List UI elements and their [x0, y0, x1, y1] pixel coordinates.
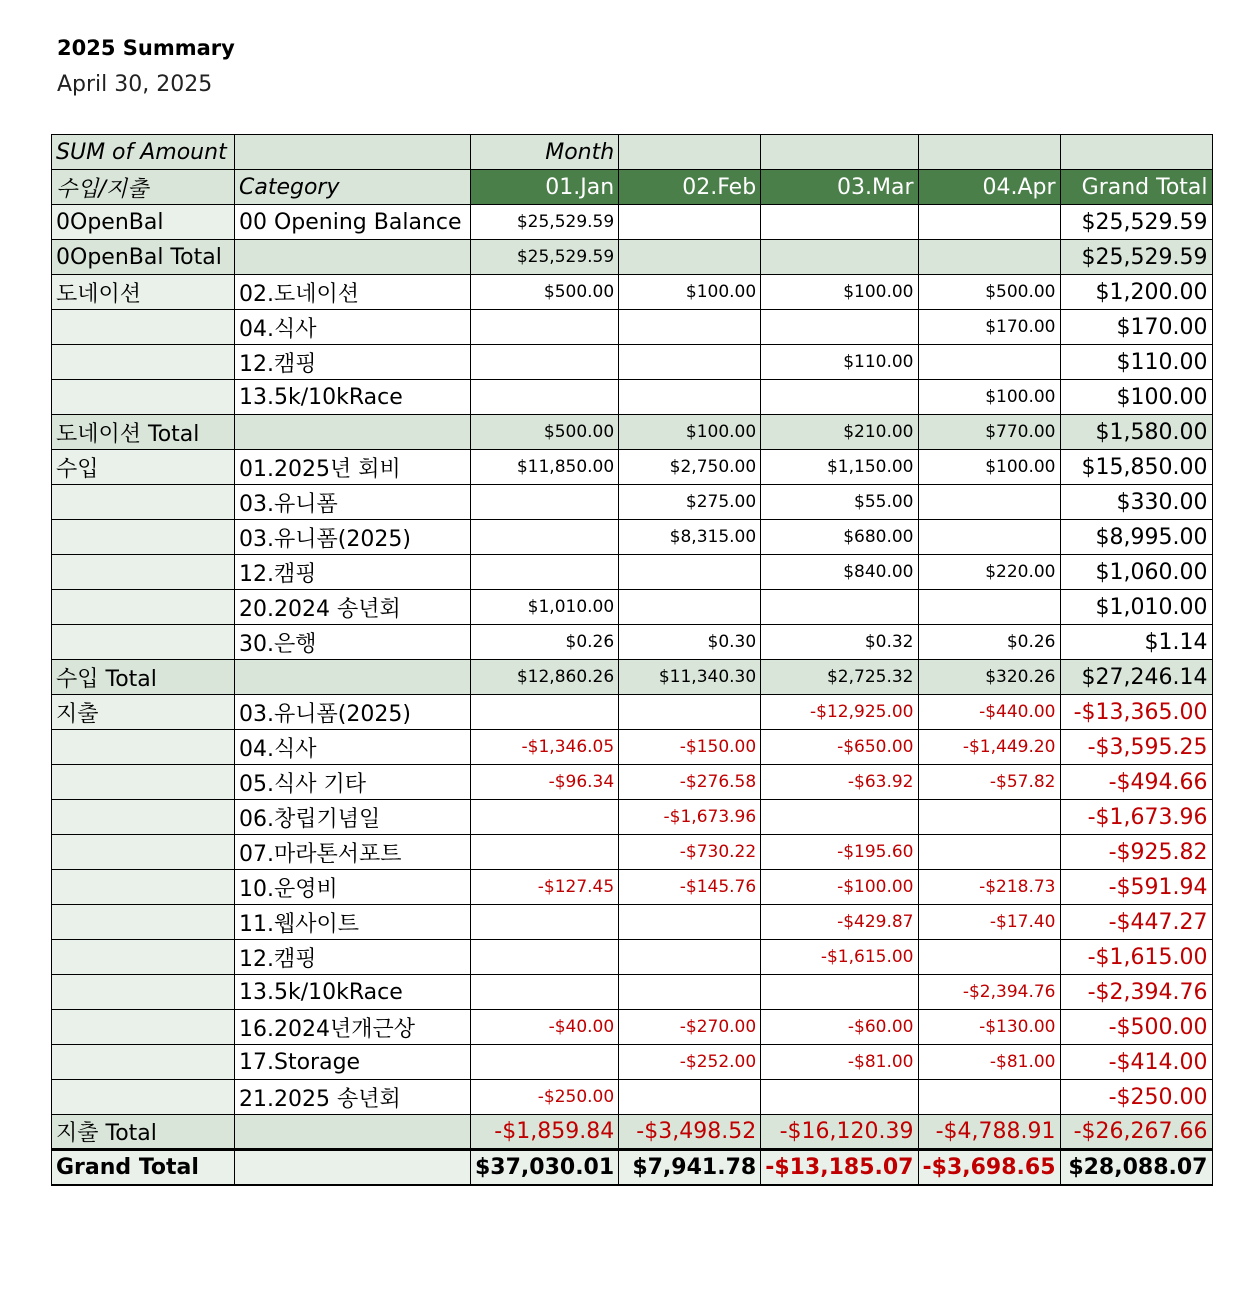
value-cell-mar: $680.00 — [761, 520, 918, 555]
value-cell-feb: -$150.00 — [619, 730, 761, 765]
value-cell-apr: $320.26 — [918, 660, 1060, 695]
month-header-feb: 02.Feb — [619, 170, 761, 205]
row-total-cell: -$3,595.25 — [1060, 730, 1212, 765]
group-cell: Grand Total — [52, 1150, 235, 1185]
table-row — [52, 870, 1213, 905]
value-cell-apr: -$218.73 — [918, 870, 1060, 905]
row-total-cell: $1,200.00 — [1060, 275, 1212, 310]
group-cell — [52, 975, 235, 1010]
category-cell: 04.식사 — [235, 730, 471, 765]
value-cell-apr — [918, 835, 1060, 870]
value-cell-apr — [918, 520, 1060, 555]
row-total-cell: -$1,615.00 — [1060, 940, 1212, 975]
value-cell-jan — [471, 380, 619, 415]
value-cell-jan: -$40.00 — [471, 1010, 619, 1045]
value-cell-feb: $2,750.00 — [619, 450, 761, 485]
table-row — [52, 835, 1213, 870]
group-cell — [52, 380, 235, 415]
row-total-cell: $28,088.07 — [1060, 1150, 1212, 1185]
value-cell-feb: $275.00 — [619, 485, 761, 520]
category-cell: 12.캠핑 — [235, 555, 471, 590]
value-cell-feb: $100.00 — [619, 275, 761, 310]
table-row — [52, 590, 1213, 625]
table-row — [52, 695, 1213, 730]
value-cell-feb — [619, 205, 761, 240]
value-cell-jan — [471, 485, 619, 520]
value-cell-feb: -$730.22 — [619, 835, 761, 870]
table-row — [52, 975, 1213, 1010]
value-cell-mar: $840.00 — [761, 555, 918, 590]
row-total-cell: -$500.00 — [1060, 1010, 1212, 1045]
value-cell-jan: $12,860.26 — [471, 660, 619, 695]
value-cell-feb — [619, 345, 761, 380]
value-cell-mar — [761, 310, 918, 345]
group-cell — [52, 730, 235, 765]
row-total-cell: -$13,365.00 — [1060, 695, 1212, 730]
category-cell: 07.마라톤서포트 — [235, 835, 471, 870]
table-row — [52, 310, 1213, 345]
value-cell-feb: $7,941.78 — [619, 1150, 761, 1185]
value-cell-jan: -$250.00 — [471, 1080, 619, 1115]
group-cell — [52, 765, 235, 800]
table-row — [52, 905, 1213, 940]
category-cell: 12.캠핑 — [235, 345, 471, 380]
value-cell-jan: $500.00 — [471, 415, 619, 450]
value-cell-feb — [619, 905, 761, 940]
value-cell-apr: -$3,698.65 — [918, 1150, 1060, 1185]
pivot-table — [51, 134, 1213, 1186]
group-cell — [52, 1010, 235, 1045]
value-cell-jan: $1,010.00 — [471, 590, 619, 625]
value-cell-feb — [619, 240, 761, 275]
category-cell: 13.5k/10kRace — [235, 975, 471, 1010]
month-header-apr: 04.Apr — [918, 170, 1060, 205]
subtotal-row — [52, 240, 1213, 275]
row-total-cell: -$494.66 — [1060, 765, 1212, 800]
category-cell: 11.웹사이트 — [235, 905, 471, 940]
value-cell-mar: $55.00 — [761, 485, 918, 520]
row-total-cell: $1,060.00 — [1060, 555, 1212, 590]
value-cell-feb — [619, 380, 761, 415]
header-blank — [235, 135, 471, 170]
value-cell-mar: $0.32 — [761, 625, 918, 660]
value-cell-feb: -$252.00 — [619, 1045, 761, 1080]
value-cell-feb: -$1,673.96 — [619, 800, 761, 835]
category-cell: 16.2024년개근상 — [235, 1010, 471, 1045]
value-cell-apr: -$57.82 — [918, 765, 1060, 800]
value-cell-mar: -$429.87 — [761, 905, 918, 940]
category-cell: 12.캠핑 — [235, 940, 471, 975]
category-cell: 00 Opening Balance — [235, 205, 471, 240]
table-row — [52, 765, 1213, 800]
value-cell-mar — [761, 205, 918, 240]
value-cell-mar: -$60.00 — [761, 1010, 918, 1045]
category-cell: 30.은행 — [235, 625, 471, 660]
row-total-cell: $170.00 — [1060, 310, 1212, 345]
value-cell-jan: $25,529.59 — [471, 240, 619, 275]
row-total-cell: -$414.00 — [1060, 1045, 1212, 1080]
table-row — [52, 205, 1213, 240]
value-cell-jan: $25,529.59 — [471, 205, 619, 240]
value-cell-jan — [471, 310, 619, 345]
category-cell — [235, 415, 471, 450]
value-cell-apr: $770.00 — [918, 415, 1060, 450]
value-cell-feb: $0.30 — [619, 625, 761, 660]
value-cell-jan — [471, 555, 619, 590]
value-cell-jan — [471, 835, 619, 870]
row-total-cell: -$26,267.66 — [1060, 1115, 1212, 1150]
value-cell-feb: $11,340.30 — [619, 660, 761, 695]
value-cell-apr: -$81.00 — [918, 1045, 1060, 1080]
group-cell — [52, 905, 235, 940]
value-cell-apr: $0.26 — [918, 625, 1060, 660]
value-cell-mar: -$13,185.07 — [761, 1150, 918, 1185]
category-cell: 03.유니폼(2025) — [235, 520, 471, 555]
row-total-cell: $25,529.59 — [1060, 240, 1212, 275]
pivot-header-row-2 — [52, 170, 1213, 205]
value-cell-jan: -$1,346.05 — [471, 730, 619, 765]
row-total-cell: $1.14 — [1060, 625, 1212, 660]
row-total-cell: -$2,394.76 — [1060, 975, 1212, 1010]
value-cell-jan — [471, 940, 619, 975]
group-cell: 도네이션 Total — [52, 415, 235, 450]
category-cell: 20.2024 송년회 — [235, 590, 471, 625]
subtotal-row — [52, 415, 1213, 450]
value-cell-feb — [619, 975, 761, 1010]
value-cell-feb — [619, 1080, 761, 1115]
group-cell — [52, 800, 235, 835]
category-cell: 21.2025 송년회 — [235, 1080, 471, 1115]
value-cell-apr — [918, 800, 1060, 835]
value-cell-apr: $100.00 — [918, 380, 1060, 415]
table-row — [52, 800, 1213, 835]
value-cell-apr — [918, 345, 1060, 380]
value-cell-apr: $100.00 — [918, 450, 1060, 485]
header-blank — [761, 135, 918, 170]
category-cell: 17.Storage — [235, 1045, 471, 1080]
value-cell-mar — [761, 380, 918, 415]
row-total-cell: $330.00 — [1060, 485, 1212, 520]
value-cell-apr: -$17.40 — [918, 905, 1060, 940]
group-cell — [52, 345, 235, 380]
value-cell-jan: $0.26 — [471, 625, 619, 660]
value-cell-mar — [761, 240, 918, 275]
value-cell-jan — [471, 975, 619, 1010]
value-cell-jan — [471, 800, 619, 835]
value-cell-apr — [918, 590, 1060, 625]
table-row — [52, 450, 1213, 485]
table-row — [52, 1080, 1213, 1115]
table-row — [52, 555, 1213, 590]
value-cell-mar — [761, 1080, 918, 1115]
value-cell-mar — [761, 800, 918, 835]
value-cell-jan — [471, 1045, 619, 1080]
category-cell: 04.식사 — [235, 310, 471, 345]
category-cell: 05.식사 기타 — [235, 765, 471, 800]
group-cell — [52, 940, 235, 975]
category-cell — [235, 240, 471, 275]
value-cell-jan: -$1,859.84 — [471, 1115, 619, 1150]
table-row — [52, 940, 1213, 975]
category-cell: 13.5k/10kRace — [235, 380, 471, 415]
value-cell-mar: $2,725.32 — [761, 660, 918, 695]
group-cell — [52, 1080, 235, 1115]
row-field-type[interactable]: 수입/지출 — [52, 170, 235, 205]
table-row — [52, 380, 1213, 415]
value-cell-mar: -$650.00 — [761, 730, 918, 765]
value-cell-mar: $100.00 — [761, 275, 918, 310]
value-cell-apr: -$130.00 — [918, 1010, 1060, 1045]
value-cell-jan — [471, 345, 619, 380]
value-cell-apr: -$4,788.91 — [918, 1115, 1060, 1150]
value-cell-feb — [619, 555, 761, 590]
row-total-cell: $110.00 — [1060, 345, 1212, 380]
value-cell-mar: -$1,615.00 — [761, 940, 918, 975]
table-row — [52, 1010, 1213, 1045]
row-total-cell: $1,580.00 — [1060, 415, 1212, 450]
category-cell: 03.유니폼 — [235, 485, 471, 520]
value-cell-mar: -$81.00 — [761, 1045, 918, 1080]
group-cell — [52, 625, 235, 660]
category-cell — [235, 1115, 471, 1150]
grand-total-row — [52, 1150, 1213, 1185]
group-cell: 수입 Total — [52, 660, 235, 695]
row-total-cell: -$250.00 — [1060, 1080, 1212, 1115]
row-total-cell: $1,010.00 — [1060, 590, 1212, 625]
table-row — [52, 1045, 1213, 1080]
header-blank — [1060, 135, 1212, 170]
group-cell — [52, 555, 235, 590]
row-total-cell: $100.00 — [1060, 380, 1212, 415]
value-cell-mar: $1,150.00 — [761, 450, 918, 485]
row-total-cell: -$447.27 — [1060, 905, 1212, 940]
value-cell-apr — [918, 1080, 1060, 1115]
table-row — [52, 625, 1213, 660]
value-cell-apr: $220.00 — [918, 555, 1060, 590]
value-cell-apr: $170.00 — [918, 310, 1060, 345]
row-field-category[interactable]: Category — [235, 170, 471, 205]
group-cell: 도네이션 — [52, 275, 235, 310]
value-cell-jan: $500.00 — [471, 275, 619, 310]
row-total-cell: -$925.82 — [1060, 835, 1212, 870]
group-cell — [52, 835, 235, 870]
value-cell-jan: -$96.34 — [471, 765, 619, 800]
header-blank — [918, 135, 1060, 170]
group-cell: 지출 Total — [52, 1115, 235, 1150]
value-cell-apr — [918, 940, 1060, 975]
category-cell — [235, 1150, 471, 1185]
value-cell-mar: -$12,925.00 — [761, 695, 918, 730]
value-cell-feb: -$3,498.52 — [619, 1115, 761, 1150]
value-cell-apr: $500.00 — [918, 275, 1060, 310]
group-cell — [52, 590, 235, 625]
corner-label: SUM of Amount — [52, 135, 235, 170]
report-date: April 30, 2025 — [57, 72, 213, 97]
group-cell — [52, 870, 235, 905]
value-cell-feb: $8,315.00 — [619, 520, 761, 555]
group-cell — [52, 310, 235, 345]
group-cell: 지출 — [52, 695, 235, 730]
table-row — [52, 485, 1213, 520]
subtotal-row — [52, 660, 1213, 695]
value-cell-mar: $210.00 — [761, 415, 918, 450]
value-cell-jan — [471, 695, 619, 730]
value-cell-apr: -$1,449.20 — [918, 730, 1060, 765]
grand-total-header: Grand Total — [1060, 170, 1212, 205]
month-header-jan: 01.Jan — [471, 170, 619, 205]
group-cell — [52, 520, 235, 555]
row-total-cell: $27,246.14 — [1060, 660, 1212, 695]
category-cell: 02.도네이션 — [235, 275, 471, 310]
value-cell-jan: $37,030.01 — [471, 1150, 619, 1185]
value-cell-mar: -$16,120.39 — [761, 1115, 918, 1150]
value-cell-feb: -$145.76 — [619, 870, 761, 905]
header-blank — [619, 135, 761, 170]
subtotal-row — [52, 1115, 1213, 1150]
category-cell: 03.유니폼(2025) — [235, 695, 471, 730]
category-cell — [235, 660, 471, 695]
value-cell-feb — [619, 695, 761, 730]
row-total-cell: $25,529.59 — [1060, 205, 1212, 240]
value-cell-jan — [471, 520, 619, 555]
category-cell: 01.2025년 회비 — [235, 450, 471, 485]
value-cell-mar: $110.00 — [761, 345, 918, 380]
category-cell: 06.창립기념일 — [235, 800, 471, 835]
value-cell-mar: -$100.00 — [761, 870, 918, 905]
value-cell-jan: $11,850.00 — [471, 450, 619, 485]
month-header-mar: 03.Mar — [761, 170, 918, 205]
table-row — [52, 520, 1213, 555]
value-cell-apr — [918, 240, 1060, 275]
group-cell: 수입 — [52, 450, 235, 485]
value-cell-feb: $100.00 — [619, 415, 761, 450]
value-cell-feb — [619, 310, 761, 345]
row-total-cell: -$591.94 — [1060, 870, 1212, 905]
table-row — [52, 275, 1213, 310]
value-cell-mar — [761, 590, 918, 625]
value-cell-feb — [619, 940, 761, 975]
value-cell-apr — [918, 205, 1060, 240]
row-total-cell: $8,995.00 — [1060, 520, 1212, 555]
report-title: 2025 Summary — [57, 36, 235, 60]
pivot-header-row-1 — [52, 135, 1213, 170]
value-cell-mar: -$63.92 — [761, 765, 918, 800]
group-cell — [52, 1045, 235, 1080]
group-cell — [52, 485, 235, 520]
row-total-cell: $15,850.00 — [1060, 450, 1212, 485]
value-cell-jan — [471, 905, 619, 940]
value-cell-feb: -$270.00 — [619, 1010, 761, 1045]
group-cell: 0OpenBal Total — [52, 240, 235, 275]
value-cell-mar: -$195.60 — [761, 835, 918, 870]
table-row — [52, 730, 1213, 765]
value-cell-apr: -$2,394.76 — [918, 975, 1060, 1010]
value-cell-jan: -$127.45 — [471, 870, 619, 905]
value-cell-apr: -$440.00 — [918, 695, 1060, 730]
table-row — [52, 345, 1213, 380]
value-cell-feb: -$276.58 — [619, 765, 761, 800]
row-total-cell: -$1,673.96 — [1060, 800, 1212, 835]
value-cell-mar — [761, 975, 918, 1010]
category-cell: 10.운영비 — [235, 870, 471, 905]
group-cell: 0OpenBal — [52, 205, 235, 240]
value-cell-feb — [619, 590, 761, 625]
month-field-label[interactable]: Month — [471, 135, 619, 170]
value-cell-apr — [918, 485, 1060, 520]
